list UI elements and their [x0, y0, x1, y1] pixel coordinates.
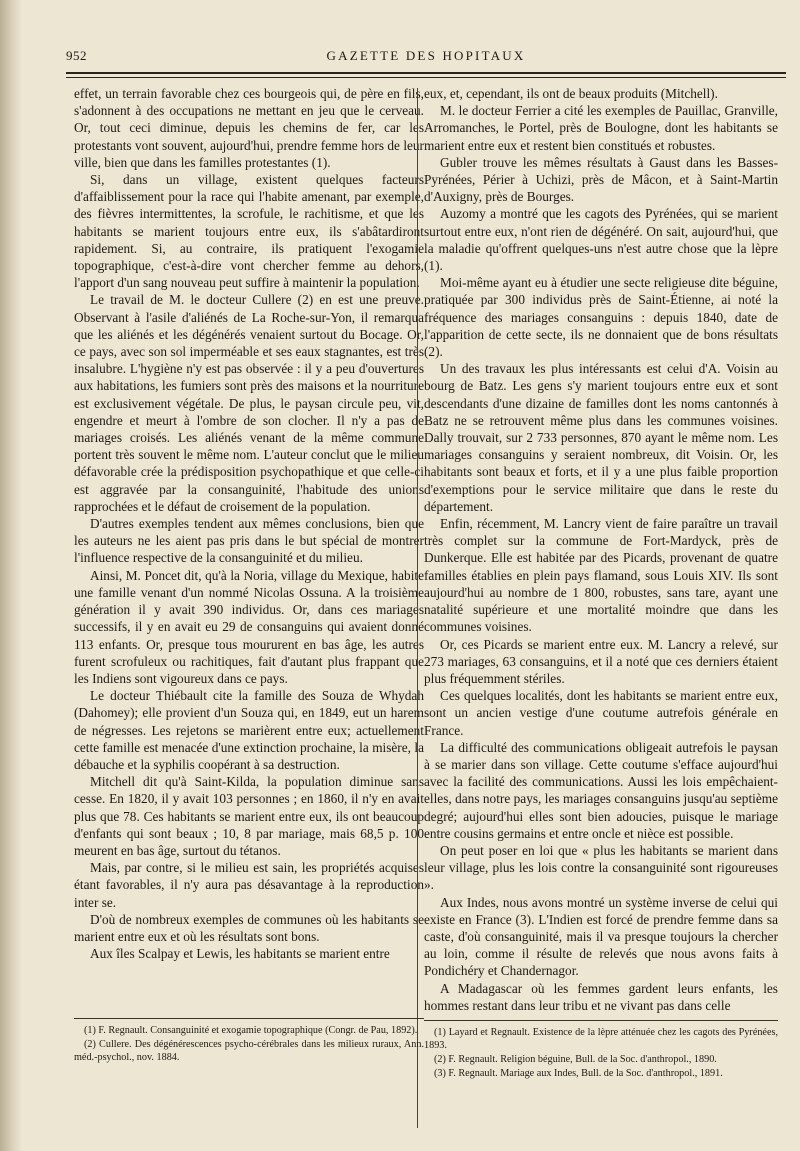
paragraph: D'autres exemples tendent aux mêmes conclusions, bien que les auteurs ne les aient pas pris dans le but spécial de montrer l'influence respective de la consanguinité et du milieu. — [74, 516, 424, 566]
paragraph: eux, et, cependant, ils ont de beaux produits (Mitchell). — [424, 86, 718, 101]
paragraph: Ainsi, M. Poncet dit, qu'à la Noria, village du Mexique, habite une famille venant d'un nommé Nicolas Ossuna. A la troisième génération il y avait 390 individus. Or, dans ces mariages successifs, il y en avait eu 29 de consanguins qui avaient donné 113 enfants. Or, presque tous moururent en bas âge, les autres furent scrofuleux ou rachitiques, fait d'autant plus frappant que les Indiens sont vigoureux dans ce pays. — [74, 567, 424, 686]
footnote: (1) Layard et Regnault. Existence de la lèpre atténuée chez les cagots des Pyrénées, 1893. — [424, 1027, 778, 1051]
paragraph: M. le docteur Ferrier a cité les exemples de Pauillac, Granville, Arromanches, le Portel, près de Boulogne, dont les habitants se marient entre eux et restent bien constitués et robustes. — [424, 103, 778, 153]
paragraph: Or, ces Picards se marient entre eux. M. Lancry a relevé, sur 273 mariages, 63 consanguins, et il a noté que ces derniers étaient plus fréquemment stériles. — [424, 636, 778, 686]
paragraph: Gubler trouve les mêmes résultats à Gaust dans les Basses-Pyrénées, Périer à Uchizi, près de Mâcon, et à Saint-Martin d'Auxigny, près de Bourges. — [424, 154, 778, 205]
page-number: 952 — [66, 48, 87, 63]
footnote: (1) F. Regnault. Consanguinité et exogamie topographique (Congr. de Pau, 1892). — [84, 1025, 418, 1036]
footnote-rule — [424, 1020, 778, 1021]
paragraph: Si, dans un village, existent quelques facteurs d'affaiblissement pour la race qui l'habite amenant, par exemple, des fièvres intermittentes, la scrofule, le rachitisme, et que les habitants se marient toujours entre eux, ils s'abâtardiront rapidement. Si, au contraire, ils pratiquent l'exogamie topographique, c'est-à-dire vont chercher femme au dehors, l'apport d'un sang nouveau peut suffire à maintenir la population. — [74, 172, 424, 291]
paragraph: On peut poser en loi que « plus les habitants se marient dans leur village, plus les lois contre la consanguinité sont rigoureuses ». — [424, 842, 778, 893]
paragraph: Aux îles Scalpay et Lewis, les habitants se marient entre — [90, 946, 390, 962]
paragraph: Mitchell dit qu'à Saint-Kilda, la population diminue sans cesse. En 1820, il y avait 103 personnes ; en 1860, il n'y en avait plus que 78. Ces habitants se marient entre eux, ils ont beaucoup d'enfants qui sont beaux ; 10, 8 par mariage, mais 68,5 p. 100 meurent en bas âge, surtout du tétanos. — [74, 774, 424, 858]
page-binding-edge — [0, 0, 22, 1151]
paragraph: Ces quelques localités, dont les habitants se marient entre eux, sont un ancien vestige d'une coutume autrefois générale en France. — [424, 688, 778, 738]
footnote: (2) Cullere. Des dégénérescences psycho-cérébrales dans les milieux ruraux, Ann. méd.-psychol., nov. 1884. — [74, 1039, 424, 1063]
paragraph: Le travail de M. le docteur Cullere (2) en est une preuve. Observant à l'asile d'aliénés de La Roche-sur-Yon, il remarqua que les aliénés et les dégénérés venaient surtout du Bocage. Or, ce pays, avec son sol imperméable et ses eaux stagnantes, est très insalubre. L'hygiène n'y est pas observée : il y a peu d'ouvertures aux habitations, les fumiers sont près des maisons et la nourriture est exclusivement végétale. De plus, le paysan circule peu, vit, engendre et meurt à l'ombre de son clocher. Il n'y a pas de mariages croisés. Les aliénés venant de la même commune portent très souvent le même nom. L'auteur conclut que le milieu défavorable crée la prédisposition psychopathique et que celle-ci est aggravée par la consanguinité, l'habitude des unions rapprochées et le défaut de croisement de la population. — [74, 292, 424, 514]
paragraph: A Madagascar où les femmes gardent leurs enfants, les hommes restant dans leur tribu et ne vivant pas dans celle — [424, 980, 778, 1013]
paragraph: Auzomy a montré que les cagots des Pyrénées, qui se marient surtout entre eux, n'ont rien de dégénéré. On sait, aujourd'hui, que la maladie qu'offrent quelques-uns n'est autre chose que la lèpre (1). — [424, 206, 778, 274]
left-column — [74, 85, 424, 962]
footnote: (2) F. Regnault. Religion béguine, Bull. de la Soc. d'anthropol., 1890. — [434, 1054, 717, 1065]
right-footnotes — [424, 1020, 778, 1081]
paragraph: Aux Indes, nous avons montré un système inverse de celui qui existe en France (3). L'Indien est forcé de prendre femme dans sa caste, d'où consanguinité, mais il va presque toujours la chercher au loin, comme il résulte de relevés que nous avons faits à Pondichéry et Chandernagor. — [424, 894, 778, 979]
right-column — [424, 85, 778, 1014]
footnote: (3) F. Regnault. Mariage aux Indes, Bull. de la Soc. d'anthropol., 1891. — [434, 1068, 723, 1079]
column-divider — [417, 88, 418, 1128]
paragraph: Mais, par contre, si le milieu est sain, les propriétés acquises étant favorables, il n'y aura pas désavantage à la reproduction inter se. — [74, 860, 424, 910]
paragraph: Un des travaux les plus intéressants est celui d'A. Voisin au bourg de Batz. Les gens s'y marient toujours entre eux et sont descendants d'une dizaine de familles dont les noms cantonnés à Batz ne se retrouvent même plus dans les communes voisines. Dally trouvait, sur 2 733 personnes, 870 ayant le même nom. Les mariages consanguins y seraient nombreux, dit Voisin. Or, les habitants sont beaux et forts, et il y a une plus faible proportion d'exemptions pour le service militaire que dans le reste du département. — [424, 361, 778, 514]
paragraph: Enfin, récemment, M. Lancry vient de faire paraître un travail très complet sur la commune de Fort-Mardyck, près de Dunkerque. Elle est habitée par des Picards, provenant de quatre familles établies en plein pays flamand, sous Louis XIV. Ils sont aujourd'hui au nombre de 1 800, robustes, sans tare, ayant une natalité supérieure et une mortalité moindre que dans les communes voisines. — [424, 516, 778, 635]
footnote-rule — [74, 1018, 424, 1019]
header-rule-thick — [66, 72, 786, 74]
journal-title: GAZETTE DES HOPITAUX — [326, 48, 526, 63]
paragraph: Le docteur Thiébault cite la famille des Souza de Whydah (Dahomey); elle provient d'un Souza qui, en 1849, eut un harem de négresses. Les rejetons se marièrent entre eux; actuellement cette famille est menacée d'une extinction prochaine, la misère, la débauche et la syphilis coopérant à sa destruction. — [74, 688, 424, 772]
paragraph: Moi-même ayant eu à étudier une secte religieuse dite béguine, pratiquée par 300 individus près de Saint-Étienne, ai noté la fréquence des mariages consanguins : depuis 1840, date de l'apparition de cette secte, ils ne donnaient que de bons résultats (2). — [424, 275, 778, 360]
page-header — [66, 48, 786, 68]
header-rule-thin — [66, 77, 786, 78]
paragraph: D'où de nombreux exemples de communes où les habitants se marient entre eux et où les résultats sont bons. — [74, 911, 424, 944]
paragraph: effet, un terrain favorable chez ces bourgeois qui, de père en fils, s'adonnent à des occupations ne mettant en jeu que le cerveau. Or, tout ceci diminue, depuis les chemins de fer, car les protestants vont souvent, aujourd'hui, prendre femme hors de leur ville, bien que dans les familles protestantes (1). — [74, 86, 424, 170]
left-footnotes — [74, 1018, 424, 1065]
paragraph: La difficulté des communications obligeait autrefois le paysan à se marier dans son village. Cette coutume s'efface aujourd'hui avec la facilité des communications. Aussi les lois empêchaient-elles, dans notre pays, les mariages consanguins jusqu'au septième degré; aujourd'hui elles sont bien adoucies, puisque le mariage entre cousins germains et entre oncle et nièce est possible. — [424, 739, 778, 841]
